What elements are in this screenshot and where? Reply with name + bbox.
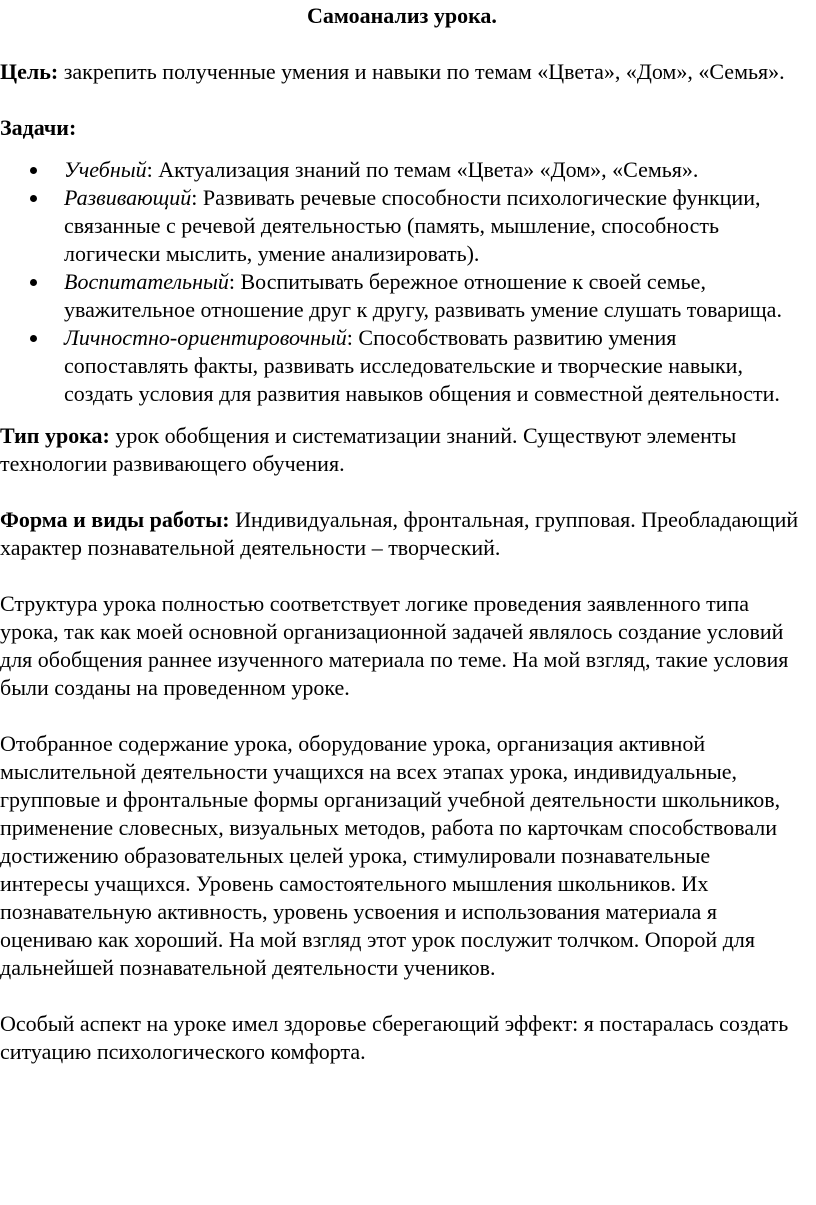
task-name: Личностно-ориентировочный [64, 325, 347, 350]
tasks-list [0, 156, 804, 408]
lesson-type-label: Тип урока: [0, 423, 110, 448]
tasks-label: Задачи: [0, 115, 77, 140]
lesson-type-paragraph [0, 422, 804, 478]
goal-text: закрепить полученные умения и навыки по темам «Цвета», «Дом», «Семья». [58, 59, 785, 84]
list-item [0, 156, 804, 184]
list-item [0, 268, 804, 324]
tasks-heading [0, 114, 804, 142]
work-forms-paragraph [0, 506, 804, 562]
goal-label: Цель: [0, 59, 59, 84]
spacer [0, 562, 804, 590]
document-title: Самоанализ урока. [307, 3, 497, 28]
body-paragraph: Отобранное содержание урока, оборудование урока, организация активной мыслительной деятельности учащихся на всех этапах урока, индивидуальные, групповые и фронтальные формы организаций учебной деятельности школьников, применение словесных, визуальных методов, работа по карточкам способствовали достижению образовательных целей урока, стимулировали познавательные интересы учащихся. Уровень самостоятельного мышления школьников. Их познавательную активность, уровень усвоения и использования материала я оцениваю как хороший. На мой взгляд этот урок послужит толчком. Опорой для дальнейшей познавательной деятельности учеников. [0, 731, 781, 980]
task-text: : Способствовать развитию умения сопоставлять факты, развивать исследовательские и творческие навыки, создать условия для развития навыков общения и совместной деятельности. [64, 325, 780, 406]
spacer [0, 478, 804, 506]
task-text: : Развивать речевые способности психологические функции, связанные с речевой деятельностью (память, мышление, способность логически мыслить, умение анализировать). [64, 185, 761, 266]
task-text: : Воспитывать бережное отношение к своей семье, уважительное отношение друг к другу, развивать умение слушать товарища. [64, 269, 782, 322]
body-paragraph: Особый аспект на уроке имел здоровье сберегающий эффект: я постаралась создать ситуацию психологического комфорта. [0, 1011, 789, 1064]
list-item [0, 324, 804, 408]
goal-paragraph [0, 58, 804, 86]
work-forms-label: Форма и виды работы: [0, 507, 230, 532]
task-text: : Актуализация знаний по темам «Цвета» «Дом», «Семья». [146, 157, 699, 182]
spacer [0, 982, 804, 1010]
body-paragraph: Структура урока полностью соответствует логике проведения заявленного типа урока, так как моей основной организационной задачей являлось создание условий для обобщения раннее изученного материала по теме. На мой взгляд, такие условия были созданы на проведенном уроке. [0, 591, 789, 700]
spacer [0, 702, 804, 730]
work-forms-text: Индивидуальная, фронтальная, групповая. Преобладающий характер познавательной деятельности – творческий. [0, 507, 799, 560]
task-name: Учебный [64, 157, 147, 182]
list-item [0, 184, 804, 268]
task-name: Воспитательный [64, 269, 229, 294]
task-name: Развивающий [64, 185, 192, 210]
lesson-type-text: урок обобщения и систематизации знаний. Существуют элементы технологии развивающего обучения. [0, 423, 737, 476]
spacer [0, 86, 804, 114]
